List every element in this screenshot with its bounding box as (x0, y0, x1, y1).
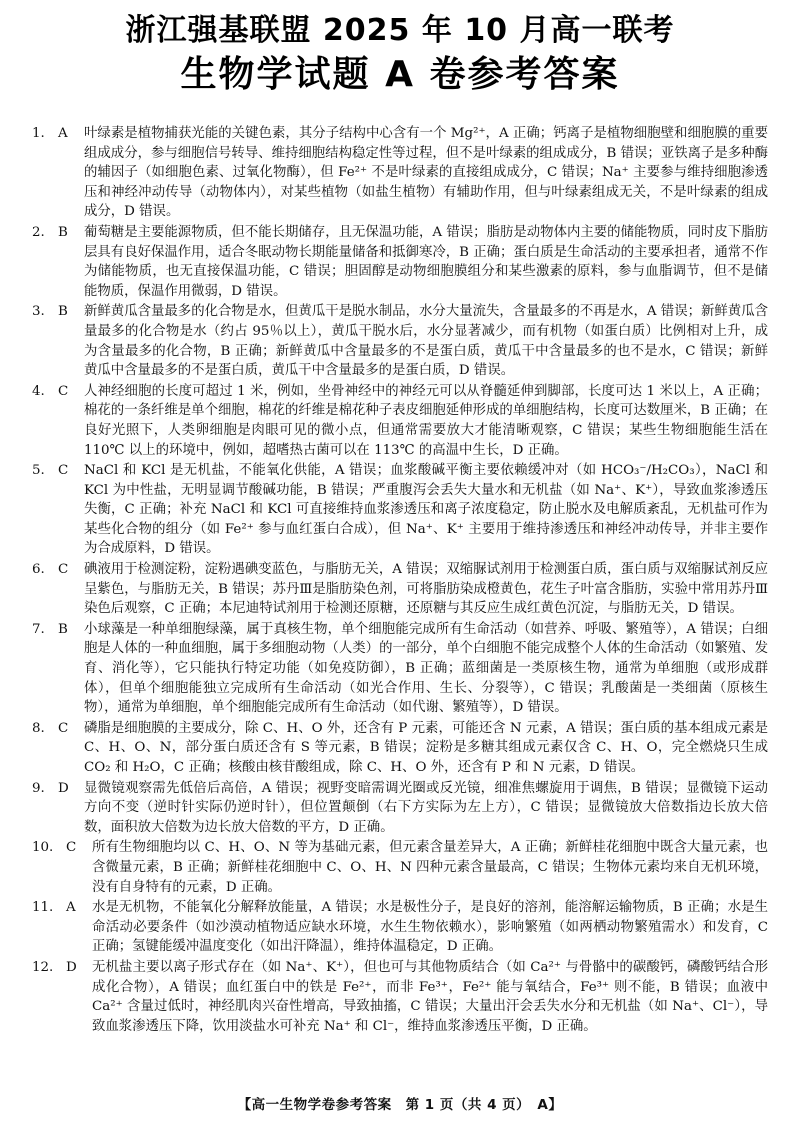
answer-choice: D (58, 780, 69, 796)
question-number: 9. (32, 780, 45, 796)
answer-item (32, 124, 768, 222)
answer-explanation: 水是无机物，不能氧化分解释放能量，A 错误；水是极性分子，是良好的溶剂，能溶解运输物质，B 正确；水是生命活动必要条件（如沙漠动植物适应缺水环境，水生生物依赖水），影响繁殖（如两栖动物繁殖需水）和发育，C 正确；氢键能缓冲温度变化（如出汗降温），维持体温稳定，D 正确。 (92, 900, 768, 955)
question-number: 3. (32, 304, 45, 320)
answer-explanation: 显微镜观察需先低倍后高倍，A 错误；视野变暗需调光圈或反光镜，细准焦螺旋用于调焦，B 错误；显微镜下运动方向不变（逆时针实际仍逆时针），但位置颠倒（右下方实际为左上方），C 错误；显微镜放大倍数指边长放大倍数，面积放大倍数为边长放大倍数的平方，D 正确。 (84, 780, 768, 835)
question-number: 4. (32, 383, 45, 399)
answer-explanation: 葡萄糖是主要能源物质，但不能长期储存，且无保温功能，A 错误；脂肪是动物体内主要的储能物质，同时皮下脂肪层具有良好保温作用，适合冬眠动物长期能量储备和抵御寒冷，B 正确；蛋白质是生命活动的主要承担者，通常不作为储能物质，也无直接保温功能，C 错误；胆固醇是动物细胞膜组分和某些激素的原料，参与血脂调节，但不是储能物质，保温作用微弱，D 错误。 (84, 224, 768, 299)
answer-choice: B (58, 304, 68, 320)
answer-choice: B (58, 224, 68, 240)
question-number: 5. (32, 463, 45, 479)
answer-explanation: 人神经细胞的长度可超过 1 米，例如，坐骨神经中的神经元可以从脊髓延伸到脚部，长度可达 1 米以上，A 正确；棉花的一条纤维是单个细胞，棉花的纤维是棉花种子表皮细胞延伸形成的单细胞结构，长度可达数厘米，B 正确；在良好光照下，人类卵细胞是肉眼可见的微小点，但通常需要放大才能清晰观察，C 错误；某些生物细胞能生活在 110℃ 以上的环境中，例如，超嗜热古菌可以在 113℃ 的高温中生长，D 正确。 (84, 383, 768, 458)
answer-item (32, 719, 768, 778)
answer-explanation: 叶绿素是植物捕获光能的关键色素，其分子结构中心含有一个 Mg²⁺，A 正确；钙离子是植物细胞壁和细胞膜的重要组成成分，参与细胞信号转导、维持细胞结构稳定性等过程，但不是叶绿素的组成成分，B 错误；亚铁离子是多种酶的辅因子（如细胞色素、过氧化物酶），但 Fe²⁺ 不是叶绿素的直接组成成分，C 错误；Na⁺ 主要参与维持细胞渗透压和神经冲动传导（动物体内），对某些植物（如盐生植物）有辅助作用，但与叶绿素组成无关，不是叶绿素的组成成分，D 错误。 (84, 126, 768, 220)
answer-explanation: 无机盐主要以离子形式存在（如 Na⁺、K⁺），但也可与其他物质结合（如 Ca²⁺ 与骨骼中的碳酸钙，磷酸钙结合形成化合物），A 错误；血红蛋白中的铁是 Fe²⁺，而非 Fe³⁺，Fe²⁺ 能与氧结合，Fe³⁺ 则不能，B 错误；血液中 Ca²⁺ 含量过低时，神经肌肉兴奋性增高，导致抽搐，C 错误；大量出汗会丢失水分和无机盐（如 Na⁺、Cl⁻），导致血浆渗透压下降，饮用淡盐水可补充 Na⁺ 和 Cl⁻，维持血浆渗透压平衡，D 正确。 (92, 959, 768, 1034)
answer-item (32, 838, 768, 897)
answer-explanation: 新鲜黄瓜含量最多的化合物是水，但黄瓜干是脱水制品，水分大量流失，含量最多的不再是水，A 错误；新鲜黄瓜含量最多的化合物是水（约占 95％以上），黄瓜干脱水后，水分显著减少，而有机物（如蛋白质）比例相对上升，成为含量最多的化合物，B 正确；新鲜黄瓜中含量最多的不是蛋白质，黄瓜干中含量最多的也不是水，C 错误；新鲜黄瓜中含量最多的不是蛋白质，黄瓜干中含量最多的是蛋白质，D 错误。 (84, 304, 768, 379)
answer-item (32, 302, 768, 380)
question-number: 1. (32, 126, 45, 141)
answer-explanation: 所有生物细胞均以 C、H、O、N 等为基础元素，但元素含量差异大，A 正确；新鲜桂花细胞中既含大量元素，也含微量元素，B 正确；新鲜桂花细胞中 C、O、H、N 四种元素含量最高，C 错误；生物体元素均来自无机环境，没有自身特有的元素，D 正确。 (92, 840, 768, 895)
answer-choice: D (66, 959, 77, 975)
answer-item (32, 779, 768, 838)
answer-choice: A (66, 900, 76, 916)
answer-key-title: 生物学试题 A 卷参考答案 (180, 54, 620, 95)
answer-item (32, 382, 768, 460)
answer-item (32, 223, 768, 301)
exam-title: 浙江强基联盟 2025 年 10 月高一联考 (125, 13, 675, 48)
answer-explanation: 小球藻是一种单细胞绿藻，属于真核生物，单个细胞能完成所有生命活动（如营养、呼吸、繁殖等），A 错误；白细胞是人体的一种血细胞，属于多细胞动物（人类）的一部分，单个白细胞不能完成整个人体的生命活动（如繁殖、发育、消化等），它只能执行特定功能（如免疫防御），B 正确；蓝细菌是一类原核生物，通常为单细胞（或形成群体），但单个细胞能独立完成所有生命活动（如光合作用、生长、分裂等），C 错误；乳酸菌是一类细菌（原核生物），通常为单细胞，单个细胞能完成所有生命活动（如代谢、繁殖等），D 错误。 (84, 621, 768, 716)
answer-choice: B (58, 621, 68, 637)
answer-choice: C (58, 383, 69, 399)
answer-choice: A (58, 126, 68, 141)
question-number: 11. (32, 900, 54, 916)
answer-list (32, 124, 768, 1036)
answer-item (32, 560, 768, 619)
page-footer: 【高一生物学卷参考答案 第 1 页（共 4 页） A】 (237, 1097, 563, 1113)
answer-item (32, 898, 768, 957)
answer-explanation: NaCl 和 KCl 是无机盐，不能氧化供能，A 错误；血浆酸碱平衡主要依赖缓冲对（如 HCO₃⁻/H₂CO₃），NaCl 和 KCl 为中性盐，无明显调节酸碱功能，B 错误；严重腹泻会丢失大量水和无机盐（如 Na⁺、K⁺），导致血浆渗透压失衡，C 正确；补充 NaCl 和 KCl 可直接维持血浆渗透压和离子浓度稳定，防止脱水及电解质紊乱，无机盐可作为某些化合物的组分（如 Fe²⁺ 参与血红蛋白合成），但 Na⁺、K⁺ 主要用于维持渗透压和神经冲动传导，并非主要作为合成原料，D 错误。 (84, 463, 768, 557)
question-number: 2. (32, 224, 45, 240)
question-number: 12. (32, 959, 54, 975)
answer-choice: C (58, 463, 69, 479)
question-number: 8. (32, 720, 45, 736)
question-number: 6. (32, 562, 45, 578)
answer-explanation: 碘液用于检测淀粉，淀粉遇碘变蓝色，与脂肪无关，A 错误；双缩脲试剂用于检测蛋白质，蛋白质与双缩脲试剂反应呈紫色，与脂肪无关，B 错误；苏丹Ⅲ是脂肪染色剂，可将脂肪染成橙黄色，花生子叶富含脂肪，实验中常用苏丹Ⅲ染色后观察，C 正确；本尼迪特试剂用于检测还原糖，还原糖与其反应生成红黄色沉淀，与脂肪无关，D 错误。 (84, 562, 768, 617)
answer-item (32, 461, 768, 559)
answer-item (32, 620, 768, 718)
answer-choice: C (58, 720, 69, 736)
answer-choice: C (66, 840, 77, 856)
answer-item (32, 958, 768, 1036)
answer-explanation: 磷脂是细胞膜的主要成分，除 C、H、O 外，还含有 P 元素，可能还含 N 元素，A 错误；蛋白质的基本组成元素是 C、H、O、N，部分蛋白质还含有 S 等元素，B 错误；淀粉是多糖其组成元素仅含 C、H、O，完全燃烧只生成 CO₂ 和 H₂O，C 正确；核酸由核苷酸组成，除 C、H、O 外，还含有 P 和 N 元素，D 错误。 (84, 720, 768, 775)
question-number: 10. (32, 840, 54, 856)
answer-choice: C (58, 562, 69, 578)
question-number: 7. (32, 621, 45, 637)
